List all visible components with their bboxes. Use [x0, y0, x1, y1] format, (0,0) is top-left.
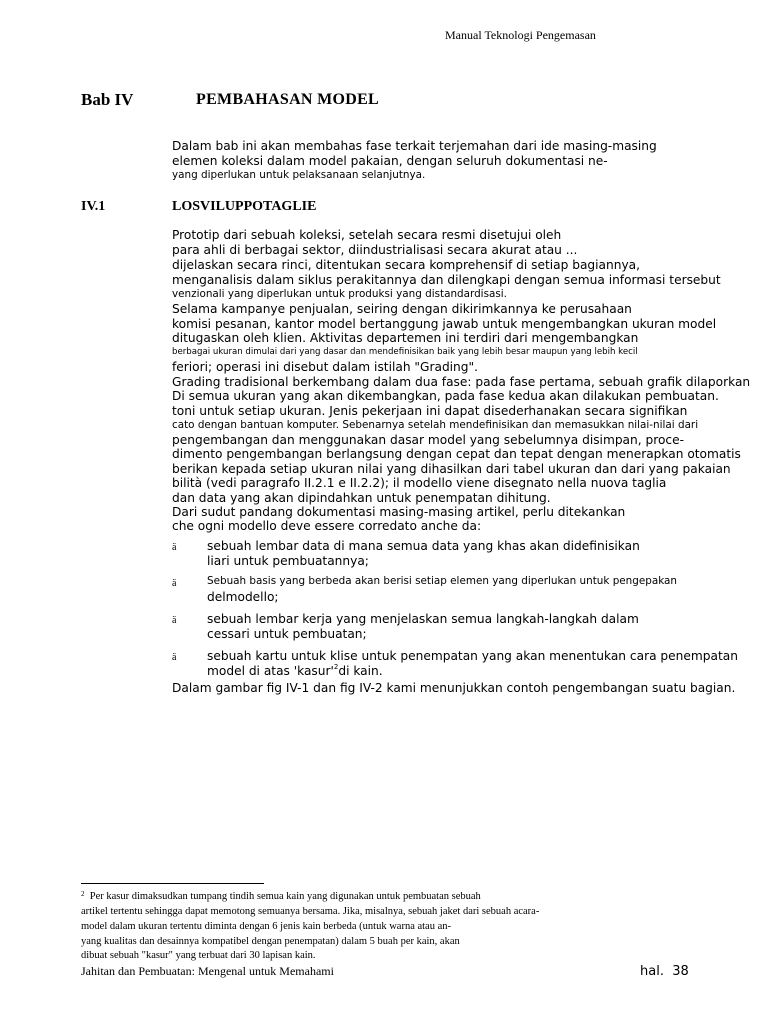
footnote-line [81, 891, 481, 902]
bullet-text: di kain. [338, 664, 383, 678]
body-line: feriori; operasi ini disebut dalam istilah "Grading". [172, 360, 479, 374]
body-line: Selama kampanye penjualan, seiring dengan dikirimkannya ke perusahaan [172, 302, 632, 316]
intro-line: yang diperlukan untuk pelaksanaan selanjutnya. [172, 169, 426, 181]
bullet-marker: ä [172, 578, 177, 589]
section-title: LOSVILUPPOTAGLIE [172, 199, 317, 214]
bullet-marker: ä [172, 542, 177, 553]
body-line: dan data yang akan dipindahkan untuk penempatan dihitung. [172, 491, 551, 505]
closing-paragraph: Dalam gambar fig IV-1 dan fig IV-2 kami menunjukkan contoh pengembangan suatu bagian. [172, 681, 736, 695]
page-value: 38 [672, 964, 689, 979]
chapter-number: Bab IV [81, 90, 134, 109]
footnote-separator [81, 883, 264, 884]
body-line: para ahli di berbagai sektor, diindustrialisasi secara akurat atau ... [172, 243, 578, 257]
body-line: venzionali yang diperlukan untuk produksi yang distandardisasi. [172, 288, 507, 300]
intro-line: Dalam bab ini akan membahas fase terkait terjemahan dari ide masing-masing [172, 139, 657, 153]
body-line: menganalisis dalam siklus perakitannya dan dilengkapi dengan semua informasi tersebut [172, 273, 721, 287]
body-line: Dari sudut pandang dokumentasi masing-masing artikel, perlu ditekankan [172, 505, 626, 519]
body-line: dimento pengembangan berlangsung dengan cepat dan tepat dengan menerapkan otomatis [172, 447, 741, 461]
body-line: Prototip dari sebuah koleksi, setelah secara resmi disetujui oleh [172, 228, 562, 242]
bullet-line: cessari untuk pembuatan; [207, 627, 367, 641]
footnote-line: model dalam ukuran tertentu diminta dengan 6 jenis kain berbeda (untuk warna atau an- [81, 921, 451, 932]
section-number: IV.1 [81, 199, 106, 214]
bullet-line: Sebuah basis yang berbeda akan berisi setiap elemen yang diperlukan untuk pengepakan [207, 575, 678, 587]
body-line: dijelaskan secara rinci, ditentukan secara komprehensif di setiap bagiannya, [172, 258, 641, 272]
body-line: bilità (vedi paragrafo II.2.1 e II.2.2); il modello viene disegnato nella nuova taglia [172, 476, 667, 490]
page-label: hal. [640, 964, 664, 979]
body-line: Di semua ukuran yang akan dikembangkan, pada fase kedua akan dilakukan pembuatan. [172, 389, 719, 403]
footnote-ref[interactable]: 2 [333, 663, 339, 671]
footer-title: Jahitan dan Pembuatan: Mengenal untuk Memahami [81, 964, 334, 978]
body-line: berbagai ukuran dimulai dari yang dasar dan mendefinisikan baik yang lebih besar maupun yang lebih kecil [172, 347, 638, 357]
footnote-line: artikel tertentu sehingga dapat memotong semuanya bersama. Jika, misalnya, sebuah jaket dari sebuah acara- [81, 906, 540, 917]
body-line: cato dengan bantuan komputer. Sebenarnya setelah mendefinisikan dan memasukkan nilai-nilai dari [172, 419, 699, 431]
footnote-mark: 2 [81, 890, 85, 898]
body-line: Grading tradisional berkembang dalam dua fase: pada fase pertama, sebuah grafik dilaporkan [172, 375, 751, 389]
intro-line: elemen koleksi dalam model pakaian, dengan seluruh dokumentasi ne- [172, 154, 608, 168]
bullet-line: sebuah kartu untuk klise untuk penempatan yang akan menentukan cara penempatan [207, 649, 738, 663]
bullet-line: delmodello; [207, 590, 279, 604]
bullet-text: model di atas 'kasur' [207, 664, 334, 678]
body-line: ditugaskan oleh klien. Aktivitas departemen ini terdiri dari mengembangkan [172, 331, 639, 345]
body-line: pengembangan dan menggunakan dasar model yang sebelumnya disimpan, proce- [172, 433, 685, 447]
footnote-line: dibuat sebuah "kasur" yang terbuat dari 30 lapisan kain. [81, 950, 316, 961]
page-number [640, 964, 689, 979]
footnote-text: Per kasur dimaksudkan tumpang tindih semua kain yang digunakan untuk pembuatan sebuah [89, 891, 481, 902]
footnote-line: yang kualitas dan desainnya kompatibel dengan penempatan) dalam 5 buah per kain, akan [81, 936, 460, 947]
bullet-line [207, 664, 383, 678]
bullet-marker: ä [172, 615, 177, 626]
body-line: berikan kepada setiap ukuran nilai yang dihasilkan dari tabel ukuran dan dari yang pakaian [172, 462, 731, 476]
bullet-line: sebuah lembar data di mana semua data yang khas akan didefinisikan [207, 539, 640, 553]
chapter-title: PEMBAHASAN MODEL [196, 91, 380, 108]
body-line: komisi pesanan, kantor model bertanggung jawab untuk mengembangkan ukuran model [172, 317, 717, 331]
bullet-line: liari untuk pembuatannya; [207, 554, 369, 568]
bullet-line: sebuah lembar kerja yang menjelaskan semua langkah-langkah dalam [207, 612, 639, 626]
body-line: toni untuk setiap ukuran. Jenis pekerjaan ini dapat disederhanakan secara signifikan [172, 404, 688, 418]
body-line: che ogni modello deve essere corredato anche da: [172, 519, 482, 533]
bullet-marker: ä [172, 652, 177, 663]
running-header: Manual Teknologi Pengemasan [445, 28, 596, 42]
